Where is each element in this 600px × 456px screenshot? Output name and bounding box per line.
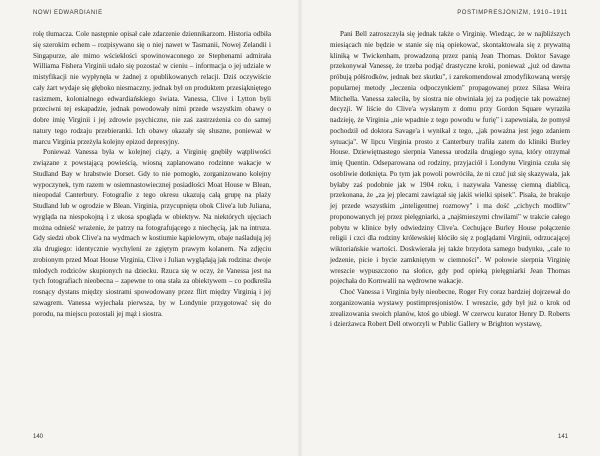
paragraph: Pani Bell zatroszczyła się jednak także o Virginię. Wiedząc, że w najbliższych miesiącach nie będzie w stanie się nią opiekować, skontaktowała się z prywatną kliniką w Twickenham, prowadzoną przez panią Jean Thomas. Doktor Savage przekonywał Vanessę, że trzeba podjąć drastyczne kroki, ponieważ „już od dawna próbują półśrodków, jednak bez skutku", i zarekomendował zmodyfikowaną wersję popularnej metody „leczenia odpoczynkiem" propagowanej przez Silasa Weira Mitchella. Vanessa zaleciła, by siostra nie obwiniała jej za podjęcie tak poważnej decyzji. W liście do Clive'a wysłanym z domu przy Gordon Square wyraziła nadzieję, że Virginia „nie wpadnie z tego powodu w furię" i zapewniała, że pomysł pochodził od doktora Savage'a i wynikał z tego, „jak poważna jest jego zdaniem sytuacja". W lipcu Virginia prosto z Canterbury trafiła zatem do kliniki Burley House. Dziewiętnastego sierpnia Vanessa urodziła drugiego syna, który otrzymał imię Quentin. Odseparowana od rodziny, przyjaciół i Londynu Virginia czuła się osobliwie dotknięta. Po tym jak powoli powróciła, że ni czuć już się skazywała, jak byłaby zaś podobnie jak w 1904 roku, i nazywała Vanessę ciemną diablicą, przekonana, że „za jej plecami zawiązał się jakiś wielki spisek". Pisała, że brakuje jej przede wszystkim „inteligentnej rozmowy" i ma dość „cichych modlitw" proponowanych jej przez pielęgniarki, a „najśmieszymi chwilami" w trakcie całego pobytu w klinice były odwiedziny Clive'a. Cechujące Burley House połączenie religii i czci dla rodziny królewskiej kłóciło się z poglądami Virginii, odrzucającej wiktoriańskie wartości. Doskwierała jej także brzydota samego budynku, „cale to jedzenie, picie i bycie zamkniętym w ciemności". W połowie sierpnia Virginię wreszcie wypuszczono na słońce, gdy pod opieką pielęgniarki Jean Thomas pojechała do Kornwalii na wędrowne wakacje. [330,30,570,286]
right-page [300,0,600,456]
left-page-body [33,29,271,319]
running-head-left: NOWI EDWARDIANIE [33,10,103,16]
right-page-body [330,29,570,330]
paragraph: Choć Vanessa i Virginia były nieobecne, Roger Fry coraz bardziej dojrzewał do zorganizowania wystawy postimpresjonistów. I wreszcie, gdy był już o krok od zrealizowania swoich planów, ktoś go ubiegł. W czerwcu kurator Henry D. Roberts i dzierżawca Robert Dell otworzyli w Public Gallery w Brighton wystawę, [330,288,570,329]
running-head-right: POSTIMPRESJONIZM, 1910–1911 [457,10,568,16]
paragraph: rolę tłumacza. Cole następnie opisał całe zdarzenie dziennikarzom. Historia odbiła się szerokim echem – rozpisywano się o niej nawet w Tasmanii, Nowej Zelandii i Singapurze, ale mimo wściekłości spowinowaconego ze Stephenami admirała Williama Fishera Virginii udało się pozostać w cieniu – informacja o jej udziale w mistyfikacji nie wypłynęła w żadnej z opublikowanych relacji. Dziś oczywiście cały żart wydaje się głęboko niesmaczny, jednak był on produktem przesiąkniętego rasizmem, kolonialnego edwardiańskiego świata. Vanessa, Clive i Lytton byli przeciwni tej eskapadzie, jednak powodowały nimi przede wszystkim obawy o dobre imię Virginii i jej zdrowie psychiczne, nie zaś zastrzeżenia co do samej natury tego rodzaju przebieranki. Ich obawy okazały się słuszne, ponieważ w marcu Virginia przeżyła kolejny epizod depresyjny. [33,30,271,146]
page-number-right: 141 [557,434,568,440]
page-number-left: 140 [33,434,44,440]
paragraph: Ponieważ Vanessa była w kolejnej ciąży, a Virginię gnębiły wątpliwości związane z powstającą powieścią, wiosną zaplanowano rodzinne wakacje w Studland Bay w hrabstwie Dorset. Gdy to nie pomogło, zorganizowano kolejny wypoczynek, tym razem w osiemnastowiecznej posiadłości Moat House w Blean, nieopodal Canterbury. Fotografie z tego okresu ukazują całą grupę na plaży Studland lub w ogrodzie w Blean. Virginia, przycupnięta obok Clive'a lub Juliana, wygląda na niespokojną i z ukosa spogląda w obiektyw. Na niektórych ujęciach można odnieść wrażenie, że patrzy na fotografującego z niechęcią, jak na intruza. Gdy siedzi obok Clive'a na wydmach w kostiumie kąpielowym, obaje naśladują jej zła drugiego: identycznie wychyleni ze zgiętym prawym kolanem. Na zdjęciu zrobionym przed Moat House Virginia, Clive i Julian wyglądają jak rodzina: dwoje młodych rodziców skupionych na dziecku. Rzuca się w oczy, że Vanessa jest na tych fotografiach nieobecna – zapewne to ona stała za obiektywem – co podkreśla rosnący dystans między siostrami spowodowany przez flirt między Virginią i jej szwagrem. Vanessa wyjechała pierwsza, by w Londynie przygotować się do porodu, na miejscu pozostali jej mąż i siostra. [33,148,271,318]
